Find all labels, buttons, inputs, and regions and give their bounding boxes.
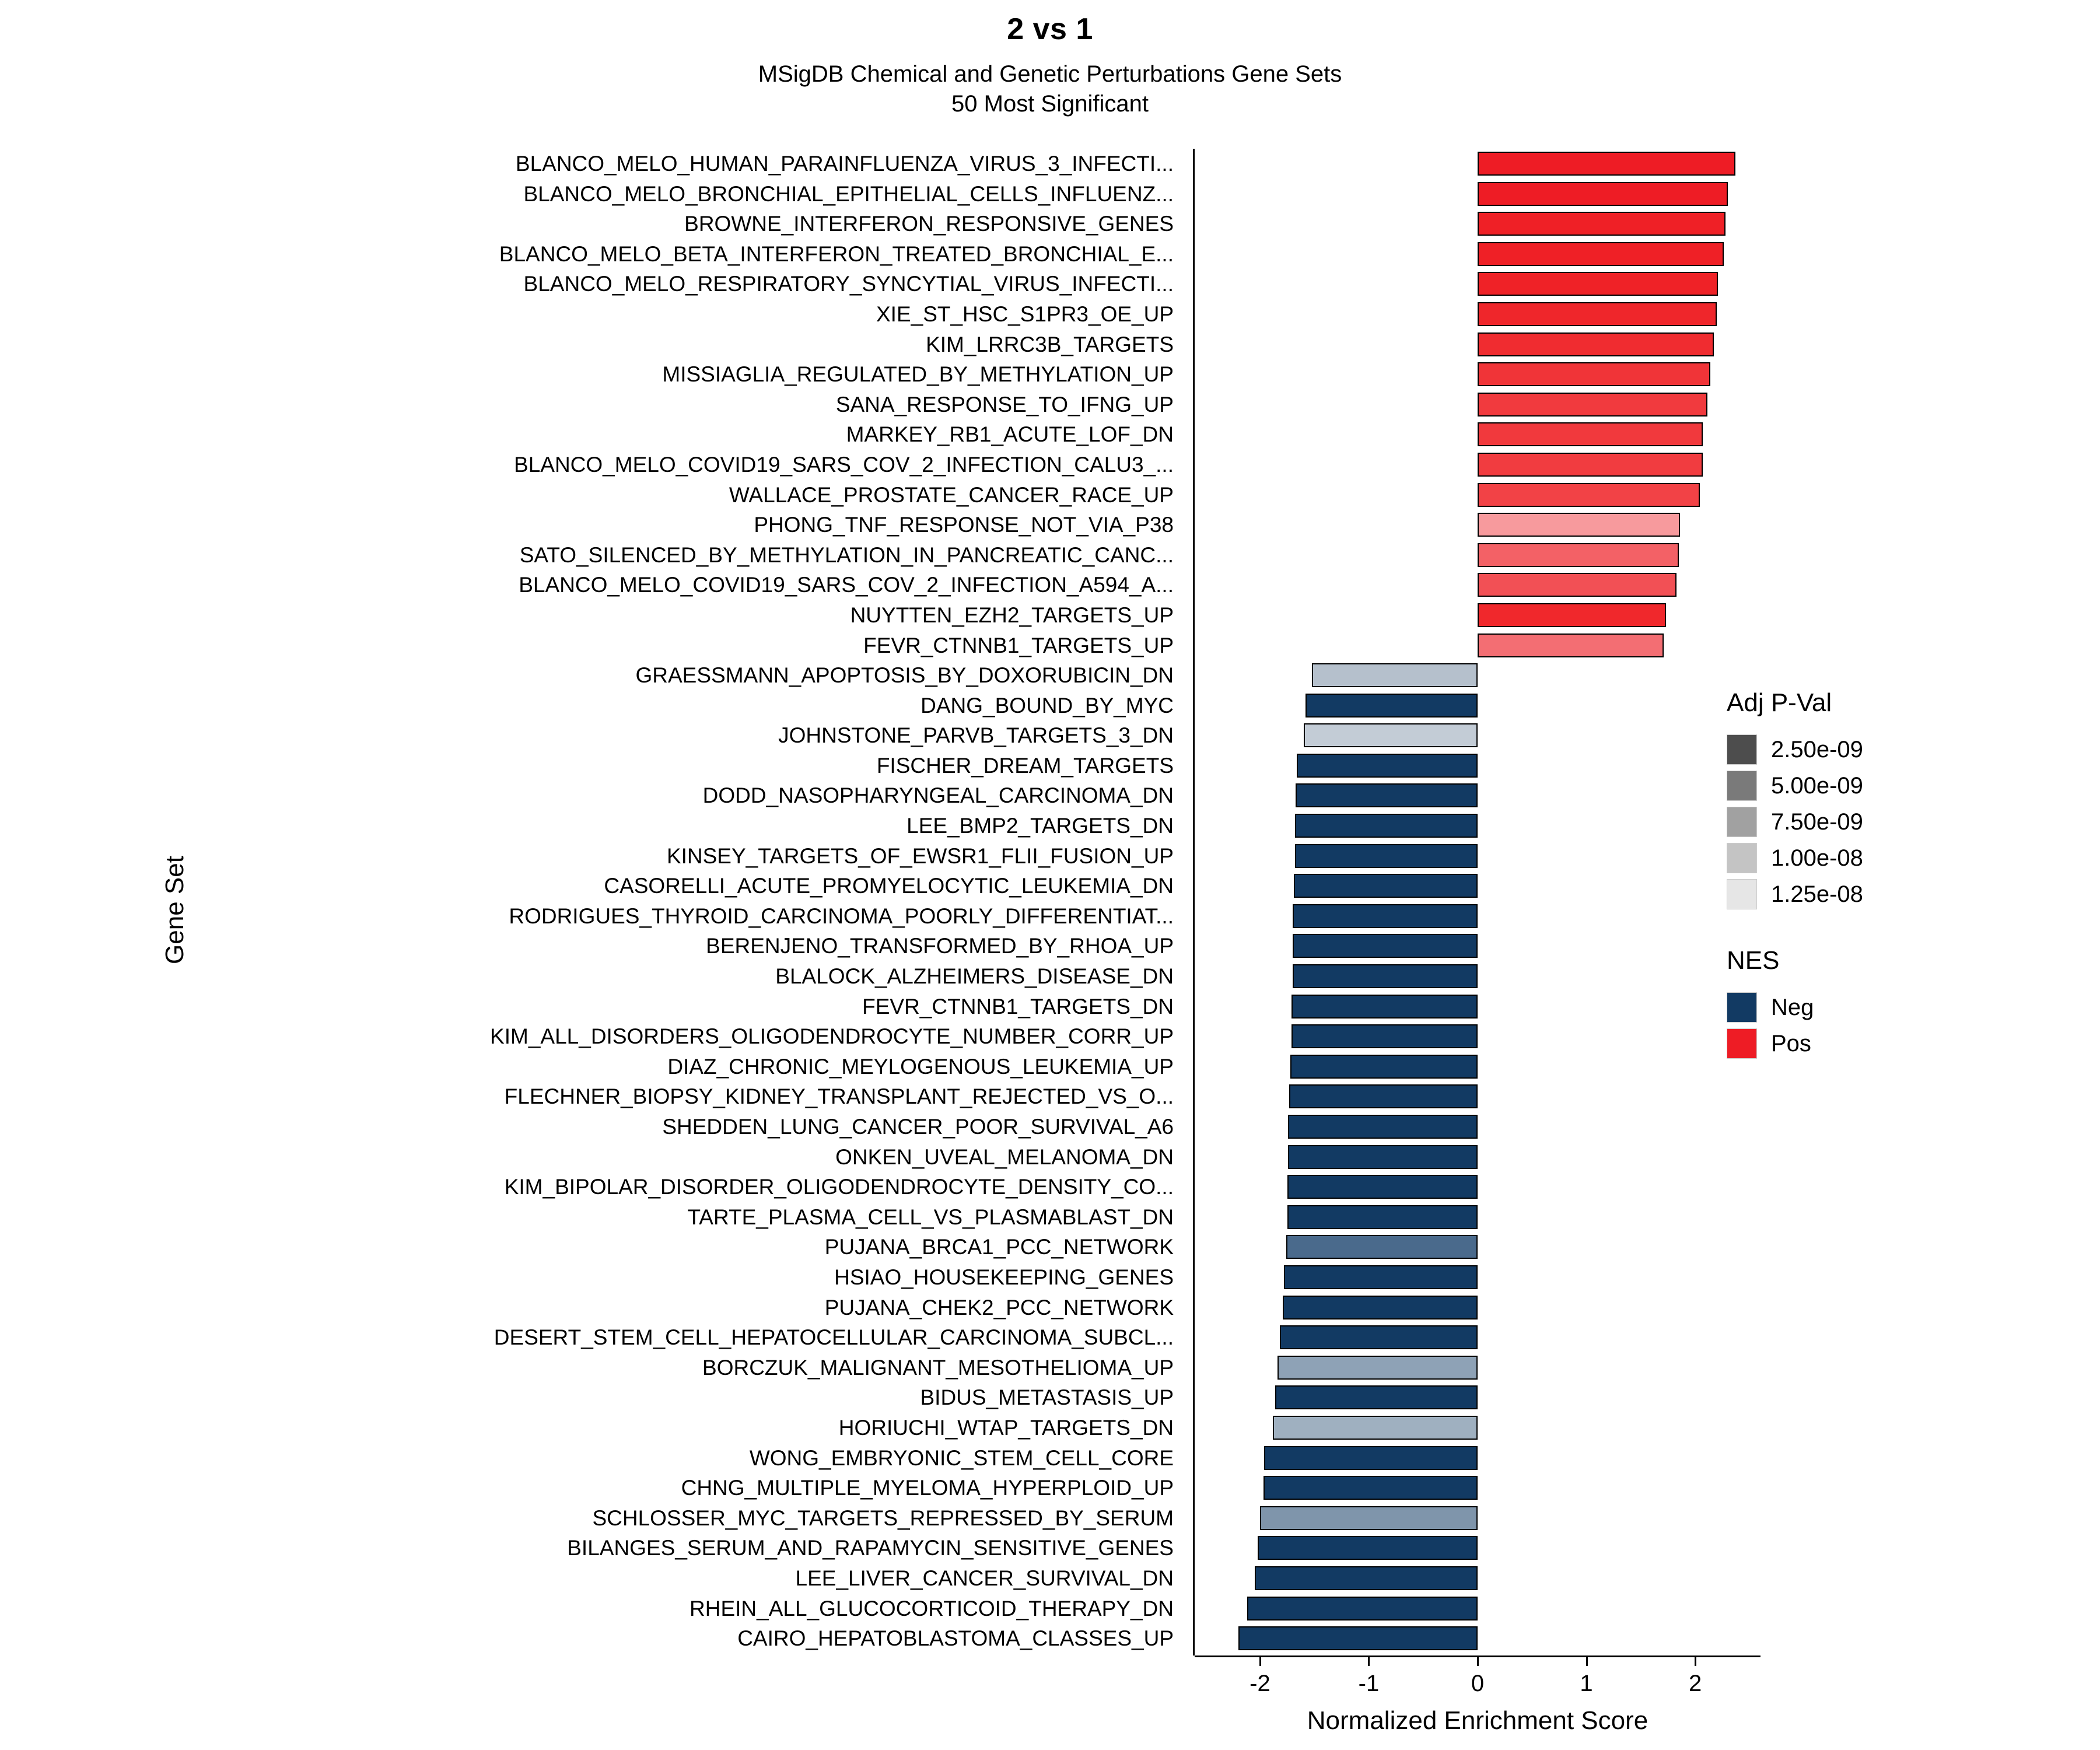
bar-row: [1195, 390, 1760, 420]
y-axis-tick-label: HORIUCHI_WTAP_TARGETS_DN: [838, 1415, 1174, 1440]
bar: [1295, 814, 1478, 838]
bar-row: [1195, 570, 1760, 600]
bar-row: [1195, 1322, 1760, 1353]
bar-row: [1195, 1262, 1760, 1293]
bar-row: [1195, 299, 1760, 330]
bar-row: [1195, 660, 1760, 691]
y-axis-tick-label: DODD_NASOPHARYNGEAL_CARCINOMA_DN: [702, 783, 1174, 808]
bar: [1292, 995, 1478, 1019]
bar-row: [1195, 1112, 1760, 1142]
legend-pval-item[interactable]: [1727, 876, 2077, 912]
bar: [1478, 302, 1717, 326]
x-axis-tick: [1368, 1656, 1370, 1666]
legend-group-nes: [1727, 989, 2077, 1062]
y-axis-tick-labels: [192, 149, 1184, 1654]
y-axis-tick-label: FEVR_CTNNB1_TARGETS_DN: [862, 994, 1174, 1019]
chart-subtitle-line1: MSigDB Chemical and Genetic Perturbations Gene Sets: [758, 61, 1342, 87]
bar-row: [1195, 1413, 1760, 1443]
bar-row: [1195, 751, 1760, 781]
legend-pval-label: 2.50e-09: [1771, 736, 1863, 762]
bar-row: [1195, 1142, 1760, 1172]
y-axis-tick-label: BLALOCK_ALZHEIMERS_DISEASE_DN: [775, 964, 1174, 989]
y-axis-tick-label: DESERT_STEM_CELL_HEPATOCELLULAR_CARCINOMA_SUBCL...: [494, 1325, 1174, 1350]
y-axis-tick-label: RHEIN_ALL_GLUCOCORTICOID_THERAPY_DN: [690, 1596, 1174, 1620]
bar: [1294, 874, 1478, 898]
bar: [1286, 1235, 1478, 1259]
bar: [1264, 1476, 1478, 1500]
y-axis-tick-label: KIM_BIPOLAR_DISORDER_OLIGODENDROCYTE_DENSITY_CO...: [504, 1175, 1174, 1199]
legend-pval-label: 7.50e-09: [1771, 808, 1863, 835]
legend-nes-swatch: [1727, 992, 1757, 1023]
bar-row: [1195, 961, 1760, 992]
bar-row: [1195, 1052, 1760, 1082]
bar: [1478, 182, 1728, 206]
bar: [1293, 904, 1478, 928]
y-axis-tick-label: BILANGES_SERUM_AND_RAPAMYCIN_SENSITIVE_GENES: [567, 1536, 1174, 1560]
bar-row: [1195, 209, 1760, 239]
bar: [1295, 844, 1478, 868]
y-axis-tick-label: SHEDDEN_LUNG_CANCER_POOR_SURVIVAL_A6: [662, 1115, 1174, 1139]
bar: [1275, 1385, 1478, 1409]
bars-panel: [1195, 149, 1760, 1654]
x-axis-title: Normalized Enrichment Score: [1307, 1706, 1648, 1735]
y-axis-tick-label: CHNG_MULTIPLE_MYELOMA_HYPERPLOID_UP: [681, 1476, 1174, 1500]
bar: [1293, 964, 1478, 988]
y-axis-tick-label: ONKEN_UVEAL_MELANOMA_DN: [835, 1144, 1174, 1169]
y-axis-tick-label: CAIRO_HEPATOBLASTOMA_CLASSES_UP: [737, 1626, 1174, 1651]
bar: [1292, 1024, 1478, 1048]
bar: [1278, 1356, 1478, 1380]
x-axis-tick: [1477, 1656, 1479, 1666]
bar-row: [1195, 269, 1760, 299]
bar-row: [1195, 1503, 1760, 1534]
bar: [1297, 754, 1478, 778]
bar-row: [1195, 841, 1760, 872]
bar-row: [1195, 419, 1760, 450]
bar-row: [1195, 1382, 1760, 1413]
legend-pval-item[interactable]: [1727, 804, 2077, 840]
y-axis-tick-label: DANG_BOUND_BY_MYC: [921, 693, 1174, 718]
bar: [1478, 513, 1680, 537]
bar-row: [1195, 480, 1760, 510]
bar-row: [1195, 1443, 1760, 1474]
bar-row: [1195, 179, 1760, 209]
bar-row: [1195, 600, 1760, 631]
bar-row: [1195, 239, 1760, 270]
y-axis-tick-label: FLECHNER_BIOPSY_KIDNEY_TRANSPLANT_REJECTED_VS_O...: [504, 1084, 1174, 1109]
y-axis-tick-label: TARTE_PLASMA_CELL_VS_PLASMABLAST_DN: [687, 1205, 1174, 1229]
bar-row: [1195, 510, 1760, 540]
x-axis-tick: [1259, 1656, 1261, 1666]
legend-pval-swatch: [1727, 879, 1757, 909]
bar: [1255, 1566, 1478, 1590]
bar: [1258, 1536, 1478, 1560]
x-axis-tick-label: -2: [1250, 1671, 1270, 1696]
bar-row: [1195, 1172, 1760, 1202]
y-axis-tick-label: BLANCO_MELO_HUMAN_PARAINFLUENZA_VIRUS_3_INFECTI...: [515, 152, 1174, 176]
y-axis-tick-label: FISCHER_DREAM_TARGETS: [876, 753, 1174, 778]
bar-row: [1195, 720, 1760, 751]
bar: [1247, 1597, 1478, 1620]
y-axis-tick-label: SANA_RESPONSE_TO_IFNG_UP: [835, 392, 1174, 416]
bar-row: [1195, 1533, 1760, 1563]
bar: [1478, 362, 1710, 386]
legend-pval-item[interactable]: [1727, 732, 2077, 768]
x-axis-tick-label: 2: [1688, 1671, 1702, 1696]
bar: [1478, 453, 1703, 477]
bar-row: [1195, 1082, 1760, 1112]
y-axis-tick-label: DIAZ_CHRONIC_MEYLOGENOUS_LEUKEMIA_UP: [667, 1054, 1174, 1079]
y-axis-tick-label: KIM_ALL_DISORDERS_OLIGODENDROCYTE_NUMBER_CORR_UP: [490, 1024, 1174, 1049]
y-axis-tick-label: CASORELLI_ACUTE_PROMYELOCYTIC_LEUKEMIA_DN: [604, 874, 1174, 898]
y-axis-tick-label: WONG_EMBRYONIC_STEM_CELL_CORE: [749, 1446, 1174, 1470]
bar-row: [1195, 1232, 1760, 1262]
bar-row: [1195, 901, 1760, 932]
bar-row: [1195, 450, 1760, 480]
bar: [1478, 152, 1735, 176]
legend-nes-label: Neg: [1771, 994, 1814, 1020]
y-axis-tick-label: BERENJENO_TRANSFORMED_BY_RHOA_UP: [706, 934, 1174, 958]
y-axis-tick-label: JOHNSTONE_PARVB_TARGETS_3_DN: [778, 723, 1174, 748]
y-axis-tick-label: MISSIAGLIA_REGULATED_BY_METHYLATION_UP: [662, 362, 1174, 387]
bar: [1288, 1145, 1478, 1169]
bar-row: [1195, 931, 1760, 961]
bar-row: [1195, 359, 1760, 390]
y-axis-tick-label: PHONG_TNF_RESPONSE_NOT_VIA_P38: [754, 513, 1174, 537]
bar: [1478, 212, 1726, 236]
legend-pval-swatch: [1727, 771, 1757, 801]
y-axis-tick-label: BLANCO_MELO_RESPIRATORY_SYNCYTIAL_VIRUS_INFECTI...: [523, 272, 1174, 296]
legend-pval-swatch: [1727, 807, 1757, 837]
y-axis-tick-label: XIE_ST_HSC_S1PR3_OE_UP: [876, 302, 1174, 326]
legend-title-pval: Adj P-Val: [1727, 688, 1832, 717]
y-axis-tick-label: BLANCO_MELO_BETA_INTERFERON_TREATED_BRONCHIAL_E...: [499, 242, 1174, 266]
y-axis-tick-label: BLANCO_MELO_BRONCHIAL_EPITHELIAL_CELLS_INFLUENZ...: [523, 181, 1174, 206]
bar: [1287, 1175, 1478, 1199]
legend-pval-label: 5.00e-09: [1771, 772, 1863, 799]
legend-nes-swatch: [1727, 1028, 1757, 1059]
bar-row: [1195, 1021, 1760, 1052]
bar: [1264, 1446, 1478, 1470]
y-axis-tick-label: PUJANA_BRCA1_PCC_NETWORK: [824, 1235, 1174, 1259]
bar: [1312, 663, 1478, 687]
y-axis-tick-label: WALLACE_PROSTATE_CANCER_RACE_UP: [729, 482, 1174, 507]
bar-row: [1195, 330, 1760, 360]
bar: [1478, 393, 1707, 416]
bar: [1284, 1265, 1478, 1289]
bar: [1280, 1325, 1478, 1349]
y-axis-tick-label: HSIAO_HOUSEKEEPING_GENES: [834, 1265, 1174, 1289]
bar: [1478, 603, 1666, 627]
bar-row: [1195, 691, 1760, 721]
x-axis-tick: [1695, 1656, 1696, 1666]
bar: [1283, 1296, 1478, 1320]
legend-pval-item[interactable]: [1727, 768, 2077, 804]
bar-row: [1195, 631, 1760, 661]
legend-group-pval: [1727, 732, 2077, 912]
bar: [1478, 422, 1703, 446]
bar-row: [1195, 1623, 1760, 1654]
chart-subtitle-line2: 50 Most Significant: [951, 91, 1149, 117]
bar: [1238, 1626, 1478, 1650]
bar-row: [1195, 811, 1760, 841]
legend-nes-item[interactable]: [1727, 1026, 2077, 1062]
y-axis-tick-label: NUYTTEN_EZH2_TARGETS_UP: [850, 603, 1174, 627]
legend: [1727, 688, 2077, 1062]
y-axis-tick-label: BORCZUK_MALIGNANT_MESOTHELIOMA_UP: [702, 1355, 1174, 1380]
y-axis-title: Gene Set: [160, 856, 189, 964]
bar-row: [1195, 1293, 1760, 1323]
bar: [1288, 1115, 1478, 1139]
bar-row: [1195, 992, 1760, 1022]
y-axis-tick-label: MARKEY_RB1_ACUTE_LOF_DN: [846, 422, 1174, 447]
bar: [1306, 694, 1478, 718]
bar: [1478, 573, 1676, 597]
y-axis-tick-label: BIDUS_METASTASIS_UP: [920, 1385, 1174, 1410]
bar: [1478, 543, 1679, 567]
bar-series: [1195, 149, 1760, 1654]
x-axis-tick-label: 0: [1471, 1671, 1485, 1696]
bar: [1290, 1055, 1478, 1079]
bar-row: [1195, 1353, 1760, 1383]
y-axis-tick-label: PUJANA_CHEK2_PCC_NETWORK: [824, 1295, 1174, 1320]
y-axis-tick-label: BLANCO_MELO_COVID19_SARS_COV_2_INFECTION_CALU3_...: [514, 452, 1174, 477]
y-axis-tick-label: BLANCO_MELO_COVID19_SARS_COV_2_INFECTION_A594_A...: [519, 573, 1174, 597]
legend-pval-label: 1.00e-08: [1771, 845, 1863, 871]
y-axis-tick-label: LEE_BMP2_TARGETS_DN: [907, 814, 1174, 838]
legend-pval-item[interactable]: [1727, 840, 2077, 876]
bar: [1289, 1084, 1478, 1108]
y-axis-tick-label: KIM_LRRC3B_TARGETS: [926, 332, 1174, 356]
bar: [1287, 1205, 1478, 1229]
bar-row: [1195, 780, 1760, 811]
bar: [1273, 1416, 1478, 1440]
bar-row: [1195, 1473, 1760, 1503]
bar: [1478, 242, 1724, 266]
bar: [1260, 1506, 1478, 1530]
y-axis-tick-label: BROWNE_INTERFERON_RESPONSIVE_GENES: [684, 212, 1174, 236]
bar: [1478, 332, 1714, 356]
bar: [1478, 634, 1664, 657]
legend-title-nes: NES: [1727, 946, 1780, 975]
bar-row: [1195, 871, 1760, 901]
bar-row: [1195, 1563, 1760, 1594]
y-axis-tick-label: SCHLOSSER_MYC_TARGETS_REPRESSED_BY_SERUM: [592, 1506, 1174, 1530]
chart-title: 2 vs 1: [1007, 12, 1093, 46]
y-axis-tick-label: KINSEY_TARGETS_OF_EWSR1_FLII_FUSION_UP: [666, 844, 1174, 868]
legend-pval-swatch: [1727, 734, 1757, 765]
x-axis-tick: [1586, 1656, 1588, 1666]
y-axis-tick-label: GRAESSMANN_APOPTOSIS_BY_DOXORUBICIN_DN: [635, 663, 1174, 688]
x-axis-tick-label: 1: [1580, 1671, 1593, 1696]
legend-nes-item[interactable]: [1727, 989, 2077, 1026]
y-axis-tick-label: SATO_SILENCED_BY_METHYLATION_IN_PANCREATIC_CANC...: [519, 542, 1174, 567]
legend-nes-label: Pos: [1771, 1030, 1811, 1056]
bar: [1304, 723, 1478, 747]
bar-row: [1195, 540, 1760, 570]
bar-row: [1195, 1594, 1760, 1624]
bar: [1478, 483, 1700, 507]
bar-row: [1195, 1202, 1760, 1233]
legend-pval-swatch: [1727, 843, 1757, 873]
bar: [1478, 272, 1718, 296]
legend-pval-label: 1.25e-08: [1771, 881, 1863, 907]
y-axis-tick-label: RODRIGUES_THYROID_CARCINOMA_POORLY_DIFFERENTIAT...: [509, 904, 1174, 928]
y-axis-tick-label: LEE_LIVER_CANCER_SURVIVAL_DN: [795, 1566, 1174, 1590]
bar-row: [1195, 149, 1760, 179]
bar: [1296, 783, 1478, 807]
x-axis-tick-label: -1: [1358, 1671, 1380, 1696]
bar: [1293, 934, 1478, 958]
y-axis-tick-label: FEVR_CTNNB1_TARGETS_UP: [863, 633, 1174, 657]
